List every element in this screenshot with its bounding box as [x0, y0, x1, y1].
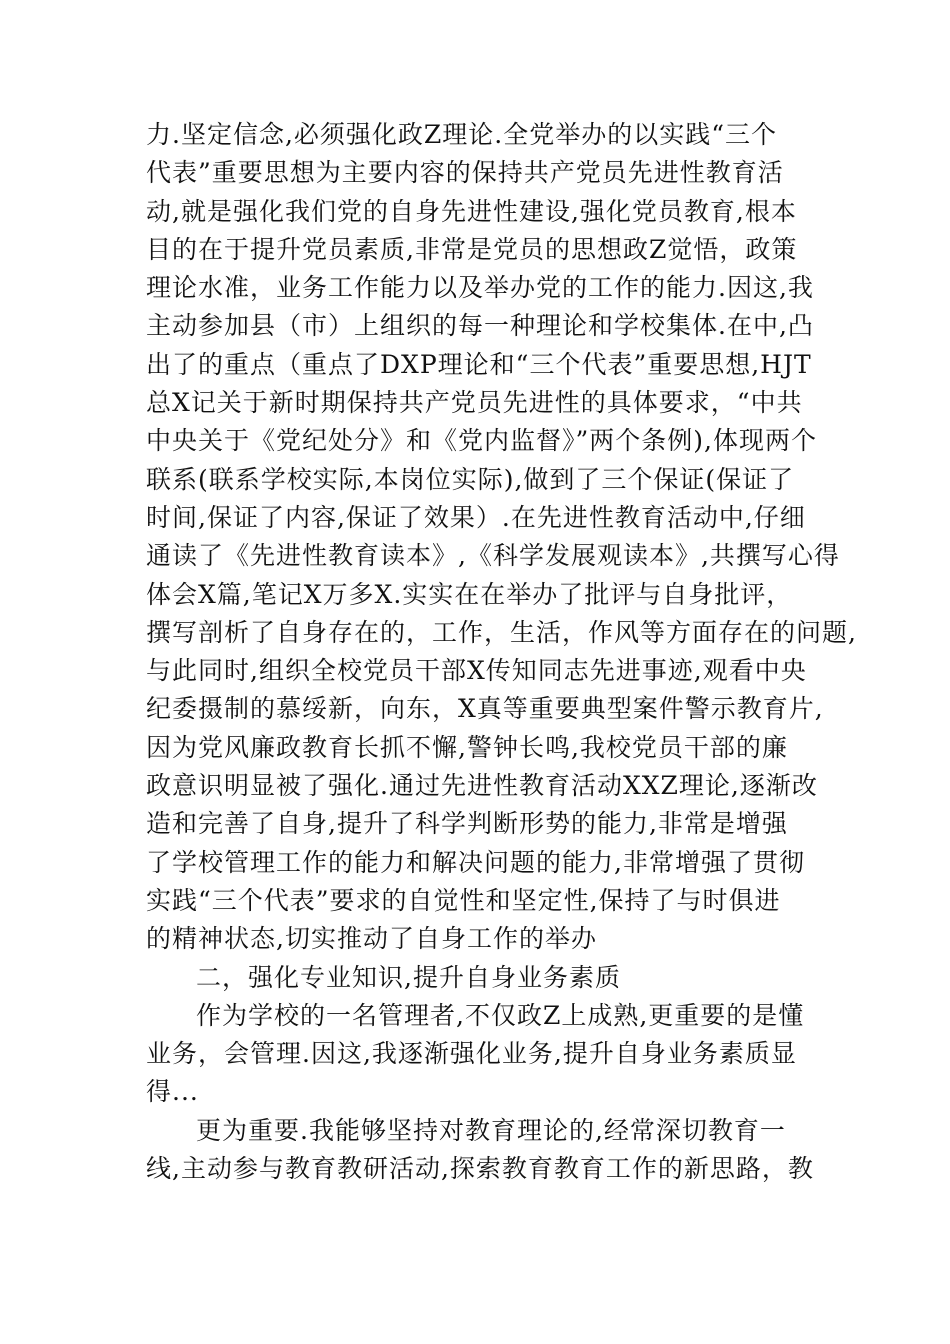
- text-line: 线,主动参与教育教研活动,探索教育教育工作的新思路，教: [146, 1154, 814, 1184]
- text-line: 理论水准，业务工作能力以及举办党的工作的能力.因这,我: [146, 273, 814, 303]
- text-line: 撰写剖析了自身存在的，工作，生活，作风等方面存在的问题,: [146, 617, 857, 647]
- text-line: 与此同时,组织全校党员干部X传知同志先进事迹,观看中央: [146, 656, 807, 686]
- text-line: 联系(联系学校实际,本岗位实际),做到了三个保证(保证了: [146, 464, 795, 494]
- text-line: 中央关于《党纪处分》和《党内监督》”两个条例),体现两个: [146, 426, 817, 456]
- text-line: 作为学校的一名管理者,不仅政Z上成熟,更重要的是懂: [196, 1000, 805, 1030]
- document-body: [146, 116, 857, 1188]
- text-line: 动,就是强化我们党的自身先进性建设,强化党员教育,根本: [146, 196, 797, 226]
- text-line: 出了的重点（重点了DXP理论和“三个代表”重要思想,HJT: [146, 349, 812, 379]
- text-line: 代表”重要思想为主要内容的保持共产党员先进性教育活: [146, 158, 784, 188]
- section-heading: 二，强化专业知识,提升自身业务素质: [196, 962, 621, 992]
- text-line: 总X记关于新时期保持共产党员先进性的具体要求，“中共: [146, 388, 803, 418]
- text-line: 主动参加县（市）上组织的每一种理论和学校集体.在中,凸: [146, 311, 814, 341]
- text-line: 业务，会管理.因这,我逐渐强化业务,提升自身业务素质显: [146, 1039, 797, 1069]
- text-line: 造和完善了自身,提升了科学判断形势的能力,非常是增强: [146, 809, 788, 839]
- text-line: 通读了《先进性教育读本》,《科学发展观读本》,共撰写心得: [146, 541, 840, 571]
- text-line: 政意识明显被了强化.通过先进性教育活动XXZ理论,逐渐改: [146, 771, 818, 801]
- text-line: 纪委摄制的慕绥新，向东，X真等重要典型案件警示教育片,: [146, 694, 824, 724]
- text-line: 目的在于提升党员素质,非常是党员的思想政Z觉悟，政策: [146, 234, 798, 264]
- text-line: 因为党风廉政教育长抓不懈,警钟长鸣,我校党员干部的廉: [146, 732, 788, 762]
- text-line: 实践“三个代表”要求的自觉性和坚定性,保持了与时俱进: [146, 885, 781, 915]
- text-line: 的精神状态,切实推动了自身工作的举办: [146, 924, 597, 954]
- text-line: 力.坚定信念,必须强化政Z理论.全党举办的以实践“三个: [146, 120, 777, 149]
- text-line: 了学校管理工作的能力和解决问题的能力,非常增强了贯彻: [146, 847, 805, 877]
- text-line: 体会X篇,笔记X万多X.实实在在举办了批评与自身批评，: [146, 579, 793, 609]
- text-line: 更为重要.我能够坚持对教育理论的,经常深切教育一: [196, 1115, 786, 1145]
- text-line: 时间,保证了内容,保证了效果）.在先进性教育活动中,仔细: [146, 502, 806, 532]
- text-line: 得...: [146, 1077, 199, 1107]
